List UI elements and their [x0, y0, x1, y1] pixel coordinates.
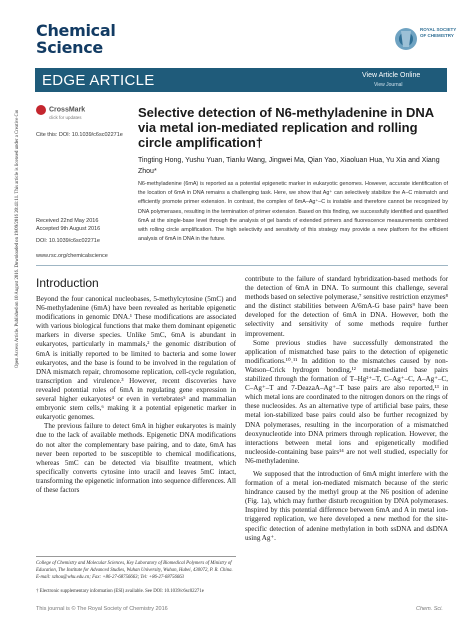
article-type-label: EDGE ARTICLE: [42, 72, 155, 89]
paragraph: Some previous studies have successfully demonstrated the application of mismatched base pairs to the detection of epigenetic modifications.¹⁰˒¹¹ In addition to the mismatches caused by non-Watson–Crick hydrogen bonding,¹² metal-mediated base pairs stabilized through the formation of T–Hg²⁺–T, C–Ag⁺–C, A–Ag⁺–C, C–Ag⁺–T and 7-DeazaA–Ag⁺–T base pairs are also reported,¹³ in which metal ions are coordinated to the nitrogen donors on the rings of these nucleosides. As an alternative type of artificial base pairs, these metal ion-stabilized base pairs could also be further recognized by DNA polymerases, resulting in the incorporation of a mismatched deoxynucleotide into DNA primers through replication. However, the interactions between metal ions and epigenetically modified nucleoside-containing base pairs¹⁴ are not well studied, especially for N6-methyladenine.: [245, 338, 448, 465]
footnote-divider: [36, 556, 236, 557]
crossmark-sub: click for updates: [49, 115, 82, 120]
right-column: [245, 275, 448, 543]
footer-copyright: This journal is © The Royal Society of Chemistry 2016: [36, 606, 168, 612]
view-journal-link[interactable]: View Journal: [374, 82, 403, 88]
affiliation-footnote: College of Chemistry and Molecular Sciences, Key Laboratory of Biomedical Polymers of Ministry of Education, The Institute for Advanced Studies, Wuhan University, Wuhan, Hubei, 430072, P. R. China. E-mail: xzhou@whu.edu.cn; Fax: +86-27-68756663; Tel: +86-27-68756663: [36, 561, 233, 581]
open-access-side-text: Open Access Article. Published on 10 August 2016. Downloaded on 19/09/2016 20:41:11. This article is licensed under a Creative Commons Attribution 3.0 Unported Licence.: [15, 110, 20, 368]
cite-line: Cite this: DOI: 10.1039/c6sc02271e: [36, 132, 123, 138]
crossmark-button[interactable]: [36, 105, 85, 120]
left-column: [36, 295, 236, 495]
received-date: Received 22nd May 2016: [36, 218, 99, 224]
journal-name: Chemical Science: [36, 21, 116, 57]
publisher-logo-text: ROYAL SOCIETY OF CHEMISTRY: [420, 27, 457, 38]
open-access-sidebar: [8, 110, 32, 370]
doi-line: DOI: 10.1039/c6sc02271e: [36, 238, 100, 244]
author-list: Tingting Hong, Yushu Yuan, Tianlu Wang, Jingwei Ma, Qian Yao, Xiaoluan Hua, Yu Xia and Xiang Zhou*: [138, 157, 440, 175]
paragraph: The previous failure to detect 6mA in higher eukaryotes is mainly due to the lack of available methods. Epigenetic DNA modifications do not alter the complementary base pairing, and to date, 6mA has never been reported to be susceptible to chemical modifications, whereas 5mC can be detected via bisulfite treatment, which specifically converts cytosine into uracil and leaves 5mC intact, transforming the epigenetic information into sequence differences. All of these factors: [36, 422, 236, 494]
abstract: N6-methyladenine (6mA) is reported as a potential epigenetic marker in eukaryotic genomes. However, accurate identification of the location of 6mA in DNA remains a challenging task. Here, we show that Ag⁺ can selectively stabilize the A–C mismatch and efficiently promote primer extension. In contrast, the complex of 6mA–Ag⁺–C is instable and therefore cannot be recognized by DNA polymerases, resulting in the termination of primer extension. Based on this finding, we successfully identified and quantified 6mA at the single-base level through the analysis of gel bands of extended primers and fluorescence measurements combined with rolling circle amplification. The high selectivity and sensitivity of this strategy may provide a new platform for the efficient analysis of 6mA in DNA in the future.: [138, 181, 448, 243]
footer-journal: Chem. Sci.: [416, 606, 443, 612]
paragraph: Beyond the four canonical nucleobases, 5-methylcytosine (5mC) and N6-methyladenine (6mA) have been revealed as heritable epigenetic modifications in genomic DNA.¹ These modifications are associated with various biological functions that make them dominant epigenetic markers in diverse species. Unlike 5mC, 6mA is abundant in eukaryotes, particularly in mammals,² the genomic distribution of 6mA is initially reported to be limited to bacteria and some lower eukaryotes, and the base is found to be involved in the regulation of DNA mismatch repair, chromosome replication, cell-cycle regulation, transcription and virulence.³ However, recent discoveries have revealed potential roles of 6mA in regulating gene expression in several higher eukaryotes⁴ or even in vertebrates⁵ and mammalian embryonic stem cells,⁶ making it a potential epigenetic marker in eukaryotic genomes.: [36, 295, 236, 422]
journal-website-link[interactable]: www.rsc.org/chemicalscience: [36, 253, 108, 259]
received-dates: [36, 217, 100, 245]
introduction-heading: Introduction: [36, 276, 99, 290]
header-divider: [36, 265, 448, 266]
article-title: Selective detection of N6-methyladenine in DNA via metal ion-mediated replication and rolling circle amplification†: [138, 105, 434, 150]
paragraph: We supposed that the introduction of 6mA might interfere with the formation of a metal ion-mediated mismatch because of the steric hindrance caused by the methyl group at the N6 position of adenine (Fig. 1a), which may further disturb recognition by DNA polymerases. Inspired by this potential difference between 6mA and A in metal ion-triggered replication, we here developed a new method for the site-specific detection of adenine methylation in both ssDNA and dsDNA using Ag⁺.: [245, 469, 448, 542]
accepted-date: Accepted 9th August 2016: [36, 226, 101, 232]
crossmark-icon: [36, 105, 46, 115]
paragraph: contribute to the failure of standard hybridization-based methods for the detection of 6mA in DNA. To surmount this challenge, several methods based on selective polymerase,⁷ sensitive restriction enzymes⁸ and the distinct stabilities between A/6mA-G base pairs⁹ have been developed for the detection of 6mA in DNA. However, both the selectivity and sensitivity of some methods require further improvement.: [245, 275, 448, 338]
esi-footnote: † Electronic supplementary information (ESI) available. See DOI: 10.1039/c6sc02271e: [36, 589, 204, 594]
rsc-logo-icon: [392, 15, 457, 67]
view-article-online-link[interactable]: View Article Online: [362, 72, 421, 79]
crossmark-label: CrossMark: [49, 106, 86, 114]
